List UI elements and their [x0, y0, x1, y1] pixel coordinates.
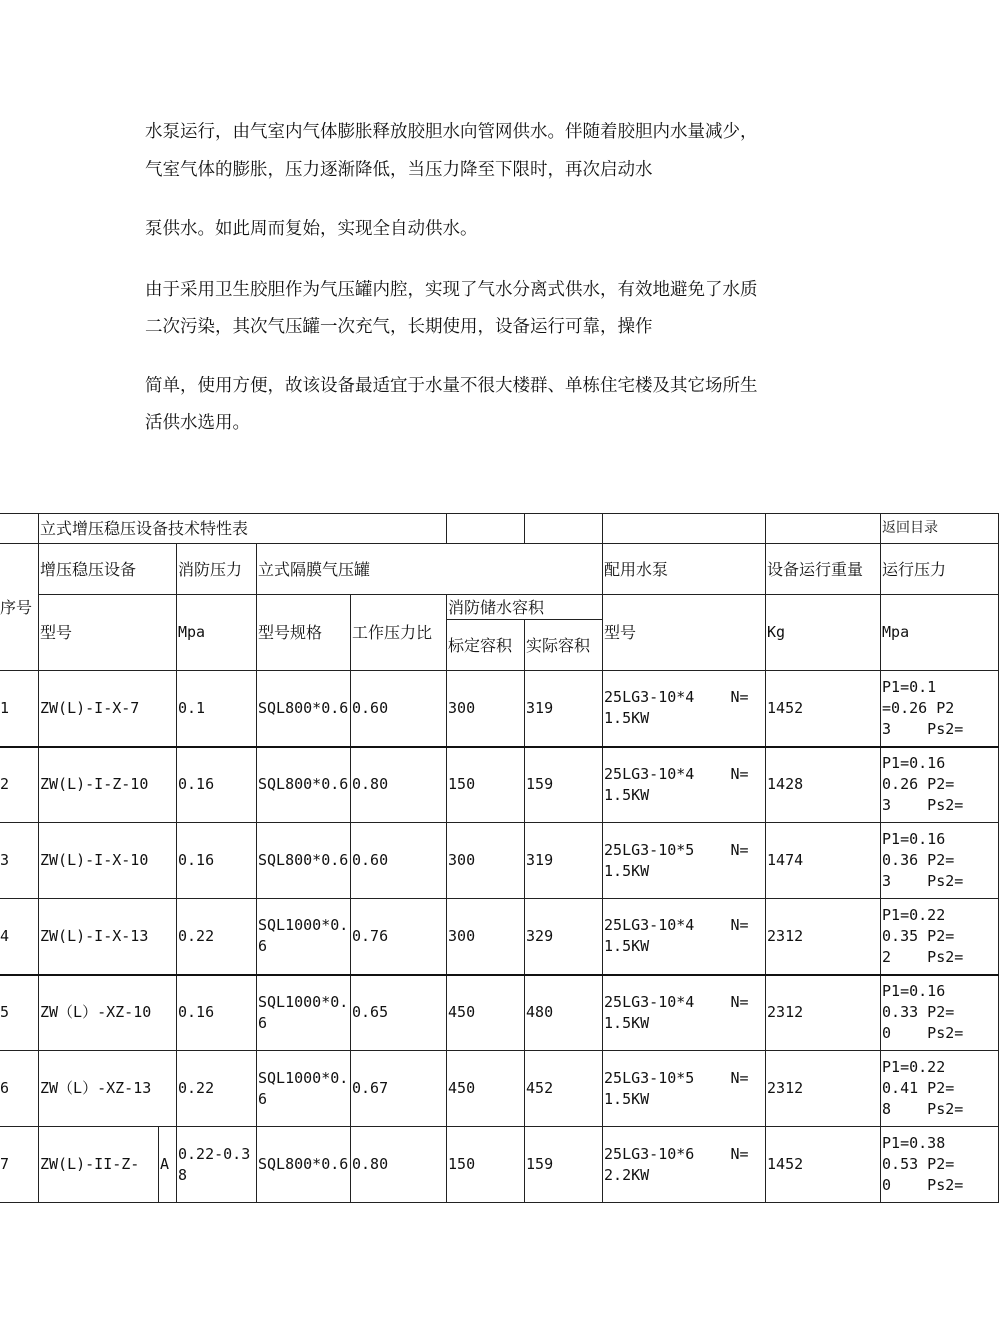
row-weight: 1452	[766, 671, 881, 747]
row-seq: 4	[0, 899, 39, 975]
row-weight: 1474	[766, 823, 881, 899]
text-line: 由于采用卫生胶胆作为气压罐内腔，实现了气水分离式供水，有效地避免了水质	[145, 280, 758, 300]
header-row-1	[0, 544, 999, 595]
row-spec: SQL800*0.6	[257, 671, 351, 747]
row-ratio: 0.80	[351, 1127, 447, 1203]
text-line: 气室气体的膨胀，压力逐渐降低，当压力降至下限时，再次启动水	[145, 160, 653, 180]
row-model: ZW（L）-XZ-10	[39, 975, 177, 1051]
row-model: ZW(L)-I-X-13	[39, 899, 177, 975]
row-fire-pressure: 0.1	[177, 671, 257, 747]
empty-cell	[447, 514, 525, 544]
row-seq: 5	[0, 975, 39, 1051]
row-ratio: 0.80	[351, 747, 447, 823]
row-pressure: P1=0.22 0.41 P2= 8 Ps2=	[881, 1051, 999, 1127]
header-storage: 消防储水容积	[447, 595, 603, 620]
row-model: ZW(L)-I-Z-10	[39, 747, 177, 823]
row-model: ZW(L)-I-X-10	[39, 823, 177, 899]
empty-cell	[603, 514, 766, 544]
row-actual: 480	[525, 975, 603, 1051]
row-fire-pressure: 0.16	[177, 975, 257, 1051]
row-fire-pressure: 0.16	[177, 747, 257, 823]
header-pump: 配用水泵	[603, 544, 766, 595]
row-rated: 450	[447, 975, 525, 1051]
row-spec: SQL1000*0.6	[257, 1051, 351, 1127]
header-model: 型号	[39, 595, 177, 671]
row-pressure: P1=0.16 0.26 P2= 3 Ps2=	[881, 747, 999, 823]
row-model: ZW(L)-II-Z-	[39, 1127, 159, 1203]
row-pressure: P1=0.38 0.53 P2= 0 Ps2=	[881, 1127, 999, 1203]
row-pressure: P1=0.16 0.33 P2= 0 Ps2=	[881, 975, 999, 1051]
row-rated: 300	[447, 899, 525, 975]
row-seq: 3	[0, 823, 39, 899]
row-ratio: 0.67	[351, 1051, 447, 1127]
row-spec: SQL800*0.6	[257, 823, 351, 899]
row-spec: SQL1000*0.6	[257, 975, 351, 1051]
table-row	[0, 823, 999, 899]
table-row	[0, 975, 999, 1051]
row-model: ZW(L)-I-X-7	[39, 671, 177, 747]
text-line: 活供水选用。	[145, 413, 250, 433]
row-spec: SQL800*0.6	[257, 1127, 351, 1203]
header-device: 增压稳压设备	[39, 544, 177, 595]
row-pump: 25LG3-10*4 N= 1.5KW	[603, 899, 766, 975]
header-pump-model: 型号	[603, 595, 766, 671]
row-spec: SQL1000*0.6	[257, 899, 351, 975]
row-actual: 159	[525, 1127, 603, 1203]
row-pump: 25LG3-10*4 N= 1.5KW	[603, 747, 766, 823]
row-pump: 25LG3-10*5 N= 1.5KW	[603, 823, 766, 899]
row-weight: 2312	[766, 1051, 881, 1127]
back-to-index-link[interactable]: 返回目录	[881, 514, 999, 544]
row-seq: 6	[0, 1051, 39, 1127]
table-row	[0, 1127, 999, 1203]
row-ratio: 0.60	[351, 671, 447, 747]
row-pump: 25LG3-10*6 N= 2.2KW	[603, 1127, 766, 1203]
row-actual: 319	[525, 823, 603, 899]
table-row	[0, 747, 999, 823]
header-fire-pressure: 消防压力	[177, 544, 257, 595]
text-line: 简单，使用方便，故该设备最适宜于水量不很大楼群、单栋住宅楼及其它场所生	[145, 376, 758, 396]
header-mpa-2: Mpa	[881, 595, 999, 671]
empty-cell	[525, 514, 603, 544]
row-seq: 7	[0, 1127, 39, 1203]
row-spec: SQL800*0.6	[257, 747, 351, 823]
row-weight: 1452	[766, 1127, 881, 1203]
row-weight: 2312	[766, 975, 881, 1051]
empty-cell	[0, 514, 39, 544]
row-ratio: 0.76	[351, 899, 447, 975]
row-pump: 25LG3-10*4 N= 1.5KW	[603, 671, 766, 747]
row-rated: 150	[447, 1127, 525, 1203]
table-title-row	[0, 514, 999, 544]
header-kg: Kg	[766, 595, 881, 671]
row-actual: 159	[525, 747, 603, 823]
row-ratio: 0.60	[351, 823, 447, 899]
empty-cell	[766, 514, 881, 544]
row-actual: 329	[525, 899, 603, 975]
row-ratio: 0.65	[351, 975, 447, 1051]
row-rated: 300	[447, 671, 525, 747]
header-tank: 立式隔膜气压罐	[257, 544, 603, 595]
text-line: 水泵运行，由气室内气体膨胀释放胶胆水向管网供水。伴随着胶胆内水量减少，	[145, 122, 758, 142]
table-title: 立式增压稳压设备技术特性表	[39, 514, 447, 544]
row-actual: 319	[525, 671, 603, 747]
row-rated: 150	[447, 747, 525, 823]
row-fire-pressure: 0.22	[177, 1051, 257, 1127]
spec-table	[0, 513, 999, 1203]
header-row-2	[0, 595, 999, 620]
header-run-pressure: 运行压力	[881, 544, 999, 595]
header-work-ratio: 工作压力比	[351, 595, 447, 671]
table-row	[0, 671, 999, 747]
row-weight: 1428	[766, 747, 881, 823]
row-pump: 25LG3-10*5 N= 1.5KW	[603, 1051, 766, 1127]
row-rated: 450	[447, 1051, 525, 1127]
header-seq: 序号	[0, 544, 39, 671]
row-rated: 300	[447, 823, 525, 899]
text-line: 泵供水。如此周而复始，实现全自动供水。	[145, 219, 478, 239]
header-weight: 设备运行重量	[766, 544, 881, 595]
row-pressure: P1=0.22 0.35 P2= 2 Ps2=	[881, 899, 999, 975]
row-seq: 2	[0, 747, 39, 823]
row-fire-pressure: 0.22	[177, 899, 257, 975]
row-weight: 2312	[766, 899, 881, 975]
row-pump: 25LG3-10*4 N= 1.5KW	[603, 975, 766, 1051]
header-model-spec: 型号规格	[257, 595, 351, 671]
header-actual: 实际容积	[525, 620, 603, 671]
row-fire-pressure: 0.16	[177, 823, 257, 899]
table-row	[0, 899, 999, 975]
table-row	[0, 1051, 999, 1127]
row-model: ZW（L）-XZ-13	[39, 1051, 177, 1127]
row-pressure: P1=0.1 =0.26 P2 3 Ps2=	[881, 671, 999, 747]
text-line: 二次污染，其次气压罐一次充气，长期使用，设备运行可靠，操作	[145, 317, 653, 337]
row-seq: 1	[0, 671, 39, 747]
row-actual: 452	[525, 1051, 603, 1127]
header-mpa: Mpa	[177, 595, 257, 671]
header-rated: 标定容积	[447, 620, 525, 671]
row-model-suffix: A	[159, 1127, 177, 1203]
row-pressure: P1=0.16 0.36 P2= 3 Ps2=	[881, 823, 999, 899]
row-fire-pressure: 0.22-0.38	[177, 1127, 257, 1203]
